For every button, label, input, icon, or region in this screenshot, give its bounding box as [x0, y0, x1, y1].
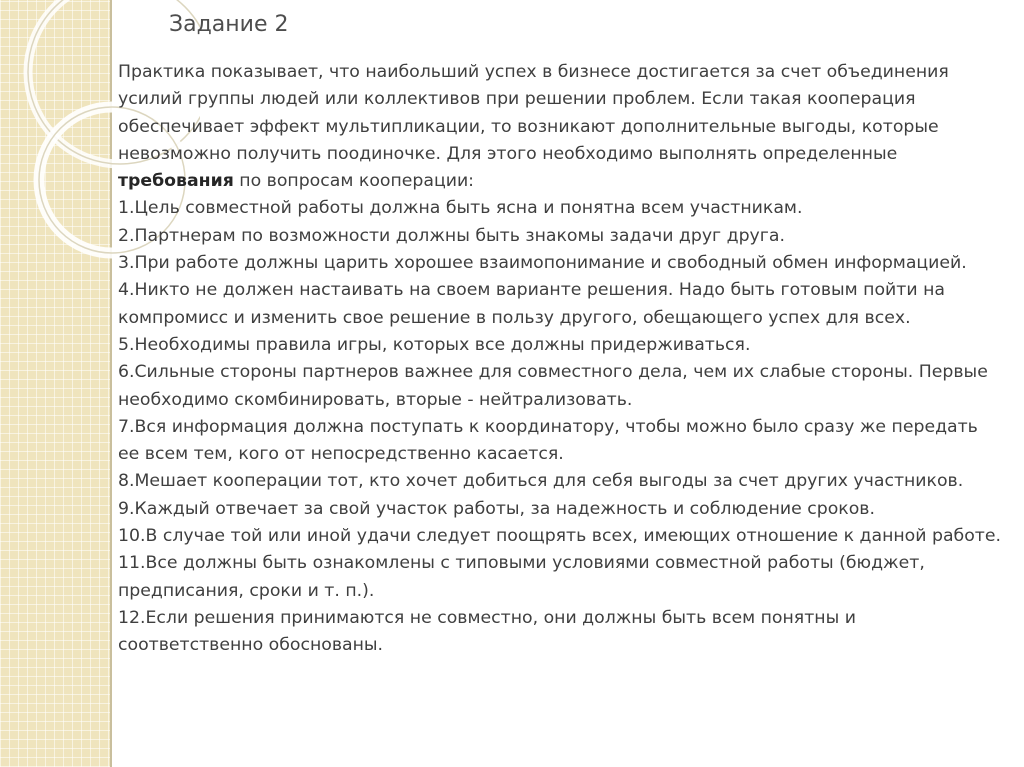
list-item-9: 9.Каждый отвечает за свой участок работы, за надежность и соблюдение сроков. [118, 498, 875, 519]
slide-title: Задание 2 [169, 12, 289, 37]
list-item-2: 2.Партнерам по возможности должны быть знакомы задачи друг друга. [118, 225, 785, 246]
intro-text-end: по вопросам кооперации: [233, 171, 474, 192]
list-item-7: 7.Вся информация должна поступать к координатору, чтобы можно было сразу же передать ее всем тем, кого от непосредственно касается. [118, 416, 978, 465]
list-item-8: 8.Мешает кооперации тот, кто хочет добиться для себя выгоды за счет других участников. [118, 471, 964, 492]
list-item-6: 6.Сильные стороны партнеров важнее для совместного дела, чем их слабые стороны. Первые необходимо скомбинировать, вторые - нейтрализовать. [118, 362, 988, 410]
list-item-12: 12.Если решения принимаются не совместно, они должны быть всем понятны и соответственно обоснованы. [118, 607, 856, 656]
list-item-5: 5.Необходимы правила игры, которых все должны придерживаться. [118, 334, 751, 355]
list-item-4: 4.Никто не должен настаивать на своем варианте решения. Надо быть готовым пойти на компромисс и изменить свое решение в пользу другого, обещающего успех для всех. [118, 280, 945, 328]
list-item-11: 11.Все должны быть ознакомлены с типовыми условиями совместной работы (бюджет, предписания, сроки и т. п.). [118, 553, 925, 601]
intro-text: Практика показывает, что наибольший успех в бизнесе достигается за счет объединения усилий группы людей или коллективов при решении проблем. Если такая кооперация обеспечивает эффект мультипликации, то возникают дополнительные выгоды, которые невозможно получить поодиночке. Для этого необходимо выполнять определенные [118, 62, 949, 164]
intro-bold-term: требования [118, 171, 234, 192]
slide-body [118, 59, 1003, 660]
list-item-3: 3.При работе должны царить хорошее взаимопонимание и свободный обмен информацией. [118, 253, 967, 274]
intro-paragraph [118, 59, 1003, 195]
list-item-1: 1.Цель совместной работы должна быть ясна и понятна всем участникам. [118, 198, 803, 219]
list-item-10: 10.В случае той или иной удачи следует поощрять всех, имеющих отношение к данной работе. [118, 526, 1001, 547]
